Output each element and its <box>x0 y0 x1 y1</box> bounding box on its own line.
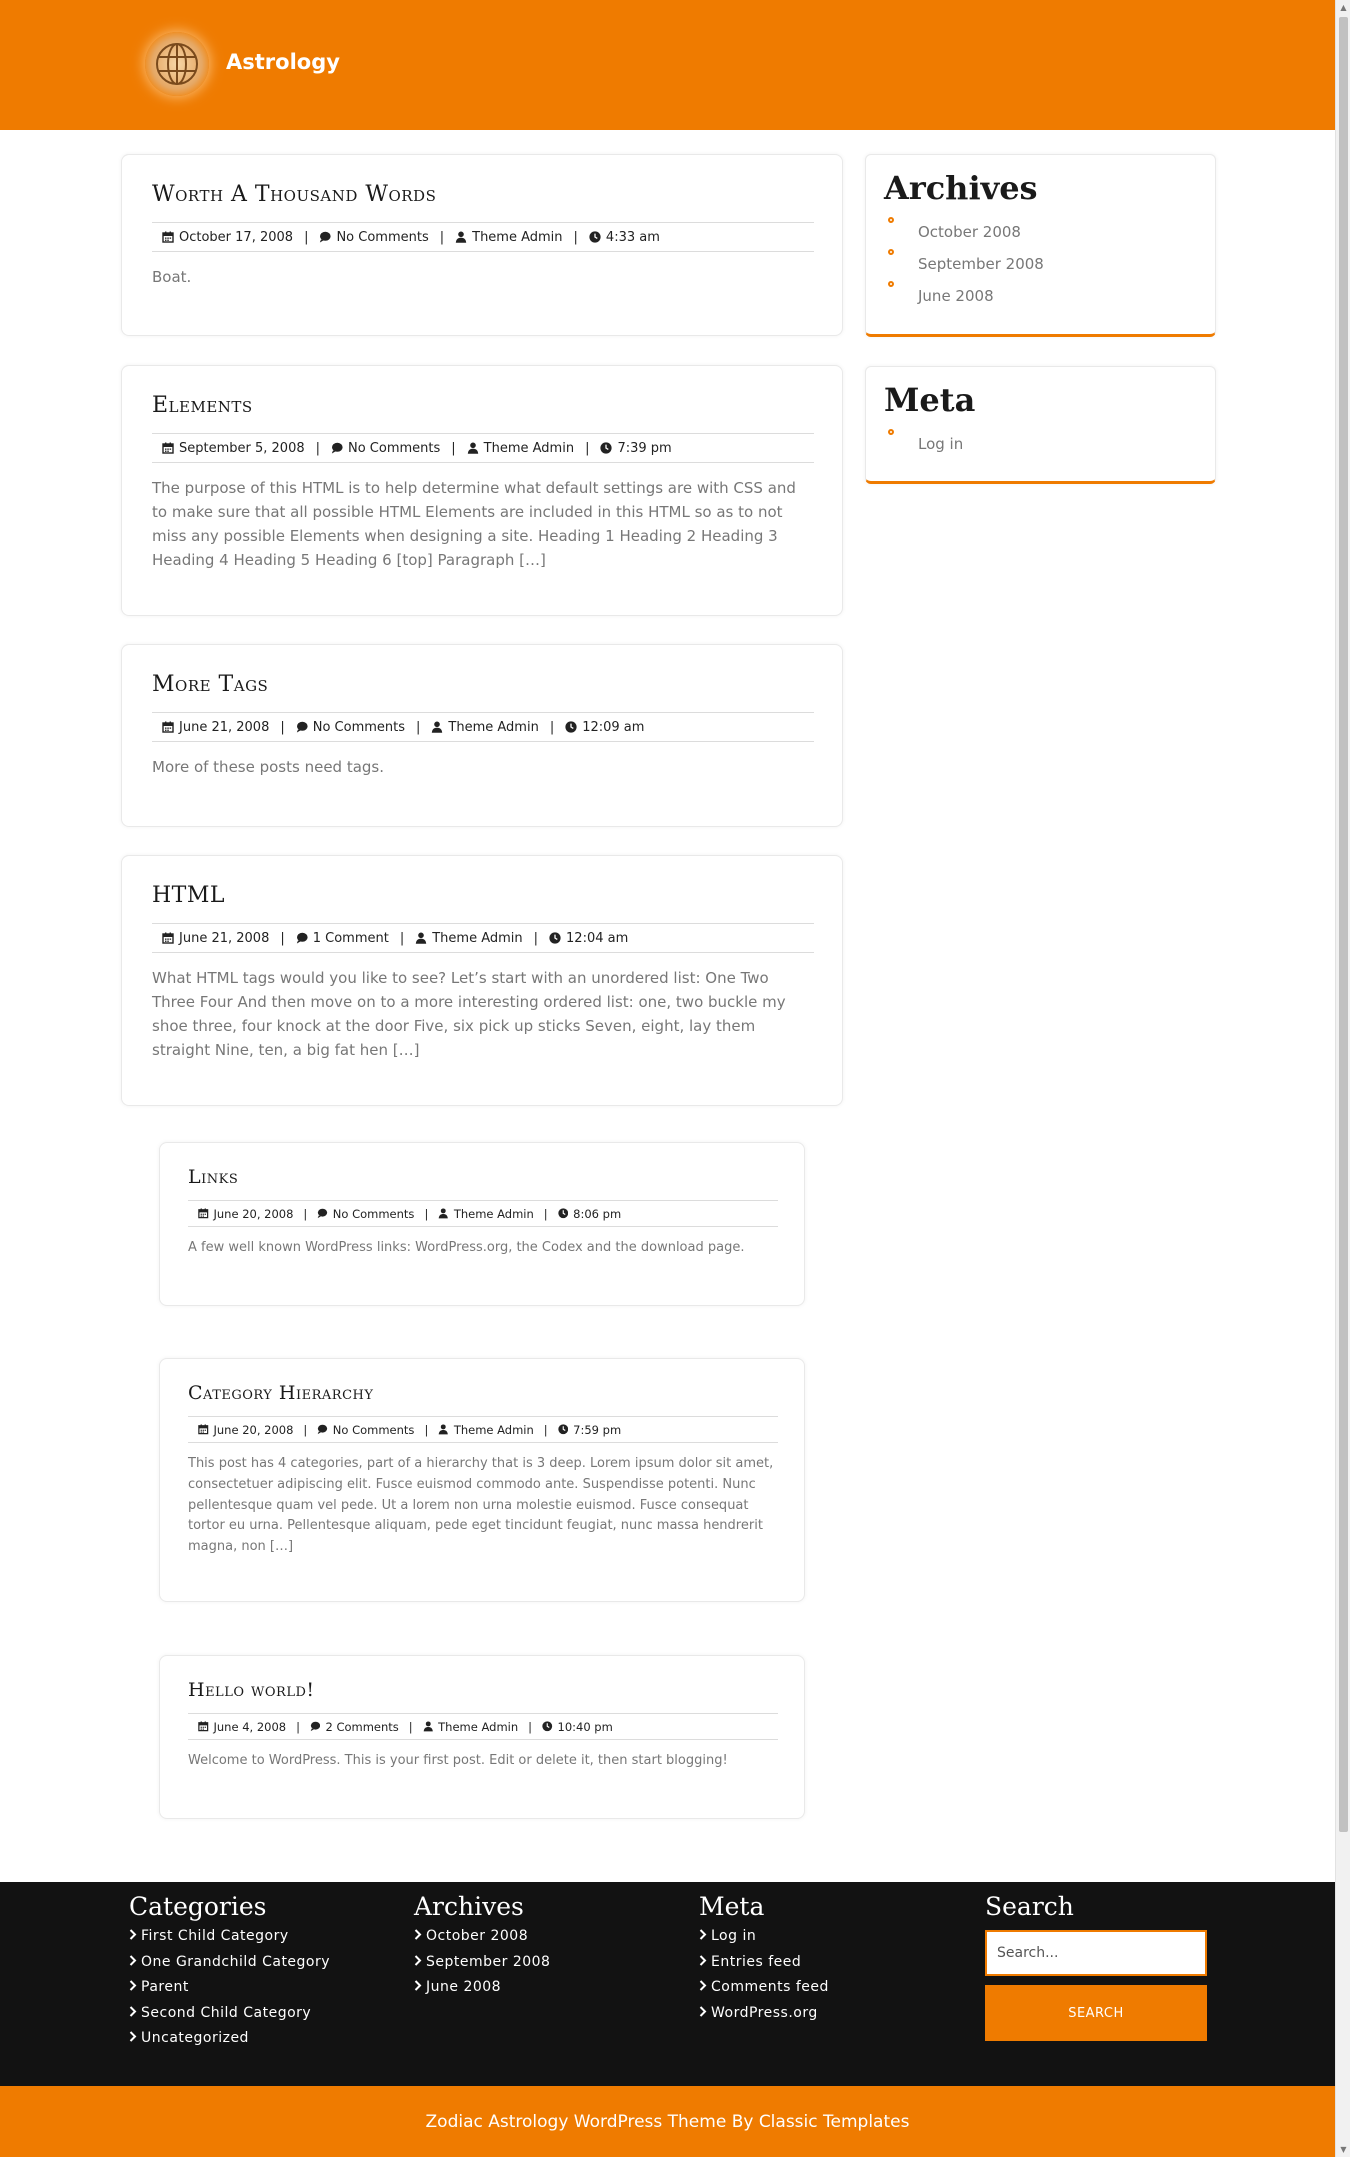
post-meta <box>152 433 814 463</box>
footer-link-text: October 2008 <box>426 1928 529 1944</box>
footer-archives-title: Archives <box>414 1892 524 1921</box>
post-time-text: 12:04 am <box>566 930 629 946</box>
footer-link[interactable] <box>129 1954 330 1980</box>
meta-separator: | <box>451 440 456 456</box>
post-time-text: 12:09 am <box>582 719 645 735</box>
post-date-text: June 20, 2008 <box>213 1422 294 1437</box>
meta-separator: | <box>303 1422 308 1437</box>
comment-icon <box>319 231 331 243</box>
footer-categories-list <box>129 1928 330 2056</box>
footer-meta-title: Meta <box>699 1892 765 1921</box>
post-comments-link[interactable] <box>317 1423 414 1437</box>
post-title[interactable]: Category Hierarchy <box>188 1382 374 1404</box>
search-input[interactable] <box>985 1930 1207 1976</box>
footer-link-text: Log in <box>711 1928 757 1944</box>
post-meta <box>152 712 814 742</box>
post-card <box>159 1655 805 1819</box>
clock-icon <box>589 231 601 243</box>
chevron-right-icon <box>129 1979 141 1995</box>
post-excerpt: Welcome to WordPress. This is your first post. Edit or delete it, then start blogging! <box>188 1753 728 1768</box>
post-meta <box>188 1416 778 1443</box>
globe-icon <box>153 40 201 88</box>
footer-link[interactable] <box>699 1954 829 1980</box>
post-comments-link[interactable] <box>317 1207 414 1221</box>
user-icon <box>438 1208 449 1219</box>
circle-bullet-icon <box>888 281 894 287</box>
sidebar-link[interactable] <box>888 223 1044 255</box>
post-time-text: 4:33 am <box>605 229 660 245</box>
post-title[interactable]: HTML <box>152 883 225 908</box>
post-time <box>600 441 671 456</box>
post-comments-link-text: No Comments <box>336 229 429 245</box>
meta-separator: | <box>280 719 285 735</box>
post-author-link-text: Theme Admin <box>472 229 563 245</box>
meta-separator: | <box>528 1719 533 1734</box>
post-time <box>558 1423 621 1437</box>
sidebar-link[interactable] <box>888 255 1044 287</box>
post-date-text: June 21, 2008 <box>179 719 270 735</box>
sidebar-link-text: October 2008 <box>918 223 1021 241</box>
meta-separator: | <box>296 1719 300 1734</box>
post-excerpt: The purpose of this HTML is to help determine what default settings are with CSS and to make sure that all possible HTML Elements are included in this HTML so as to not miss any possible Elements when designing a site. Heading 1 Heading 2 Heading 3 Heading 4 Heading 5 Heading 6 [top] Paragraph […] <box>152 479 796 569</box>
footer-link-text: Parent <box>141 1979 189 1995</box>
footer-archives-list <box>414 1928 550 2005</box>
meta-separator: | <box>533 930 539 946</box>
archives-widget <box>865 154 1216 337</box>
post-meta <box>188 1200 778 1227</box>
chevron-right-icon <box>414 1954 426 1970</box>
meta-separator: | <box>280 930 285 946</box>
sidebar-link[interactable] <box>888 287 1044 319</box>
calendar-icon <box>198 1208 209 1219</box>
meta-separator: | <box>315 440 320 456</box>
post-excerpt: More of these posts need tags. <box>152 758 385 776</box>
post-time-text: 7:59 pm <box>573 1422 622 1437</box>
clock-icon <box>558 1208 569 1219</box>
post-title[interactable]: Hello world! <box>188 1679 315 1701</box>
footer-categories-title: Categories <box>129 1892 267 1921</box>
post-author-link-text: Theme Admin <box>483 440 575 456</box>
meta-list <box>888 435 963 467</box>
calendar-icon <box>162 442 174 454</box>
footer-search-title: Search <box>985 1892 1074 1921</box>
comment-icon <box>310 1721 321 1732</box>
comment-icon <box>331 442 343 454</box>
footer-link[interactable] <box>414 1979 550 2005</box>
comment-icon <box>296 932 308 944</box>
scroll-down-arrow-icon[interactable]: ▼ <box>1340 2145 1347 2154</box>
post-comments-link[interactable] <box>296 720 405 735</box>
post-excerpt: This post has 4 categories, part of a hierarchy that is 3 deep. Lorem ipsum dolor sit amet, consectetuer adipiscing elit. Fusce euismod commodo ante. Suspendisse potenti. Nunc pellentesque quam vel pede. Ut a lorem non urna molestie euismod. Fusce consequat tortor eu urna. Pellentesque aliquam, pede eget tincidunt feugiat, nunc massa hendrerit magna, non […] <box>188 1456 774 1555</box>
post-meta <box>188 1713 778 1740</box>
chevron-right-icon <box>129 1954 141 1970</box>
post-meta <box>152 222 814 252</box>
footer-link-text: One Grandchild Category <box>141 1953 331 1970</box>
post-time <box>565 720 644 735</box>
footer-link[interactable] <box>699 2005 829 2031</box>
post-author-link[interactable] <box>438 1207 533 1221</box>
post-date-text: September 5, 2008 <box>179 440 305 456</box>
comment-icon <box>317 1208 328 1219</box>
post-date <box>198 1720 286 1734</box>
comment-icon <box>296 721 308 733</box>
post-author-link-text: Theme Admin <box>438 1719 519 1734</box>
post-title[interactable]: Elements <box>152 393 253 418</box>
post-comments-link-text: No Comments <box>332 1422 415 1437</box>
chevron-right-icon <box>414 1928 426 1944</box>
post-time <box>558 1207 621 1221</box>
post-time <box>542 1720 613 1734</box>
post-date <box>198 1423 293 1437</box>
post-date-text: October 17, 2008 <box>179 229 294 245</box>
post-comments-link[interactable] <box>319 230 428 245</box>
circle-bullet-icon <box>888 249 894 255</box>
meta-separator: | <box>543 1422 548 1437</box>
meta-separator: | <box>543 1206 548 1221</box>
post-date <box>162 720 269 735</box>
archives-list <box>888 223 1044 319</box>
vertical-scrollbar[interactable] <box>1335 0 1350 2157</box>
post-date <box>162 230 293 245</box>
chevron-right-icon <box>699 1928 711 1944</box>
copyright-bar <box>0 2086 1335 2157</box>
user-icon <box>455 231 467 243</box>
clock-icon <box>558 1424 569 1435</box>
calendar-icon <box>162 932 174 944</box>
post-date-text: June 4, 2008 <box>213 1719 287 1734</box>
post-card <box>121 855 843 1106</box>
post-date <box>162 441 305 456</box>
meta-separator: | <box>439 229 445 245</box>
footer-link-text: Second Child Category <box>141 2004 312 2021</box>
site-title[interactable]: Astrology <box>226 50 340 74</box>
post-comments-link[interactable] <box>310 1720 399 1734</box>
post-author-link[interactable] <box>467 441 574 456</box>
post-comments-link[interactable] <box>331 441 440 456</box>
meta-separator: | <box>408 1719 413 1734</box>
calendar-icon <box>162 231 174 243</box>
calendar-icon <box>162 721 174 733</box>
post-meta <box>152 923 814 953</box>
post-comments-link-text: 2 Comments <box>325 1719 399 1734</box>
sidebar-link-text: Log in <box>918 435 964 453</box>
post-time <box>549 931 628 946</box>
post-comments-link-text: No Comments <box>312 719 406 735</box>
post-card <box>121 644 843 827</box>
clock-icon <box>600 442 612 454</box>
comment-icon <box>317 1424 328 1435</box>
footer-link-text: June 2008 <box>426 1979 502 1995</box>
post-comments-link[interactable] <box>296 931 389 946</box>
sidebar-link-text: June 2008 <box>918 287 994 305</box>
meta-separator: | <box>304 229 309 245</box>
post-excerpt: A few well known WordPress links: WordPress.org, the Codex and the download page. <box>188 1240 745 1255</box>
footer-link[interactable] <box>699 1979 829 2005</box>
post-author-link-text: Theme Admin <box>448 719 539 735</box>
post-card <box>121 365 843 616</box>
meta-separator: | <box>549 719 555 735</box>
footer-link[interactable] <box>414 1954 550 1980</box>
footer-link[interactable] <box>414 1928 550 1954</box>
meta-widget-title: Meta <box>884 381 976 419</box>
post-title[interactable]: More Tags <box>152 672 269 697</box>
post-author-link-text: Theme Admin <box>432 930 523 946</box>
footer-link[interactable] <box>129 1928 330 1954</box>
scrollbar-thumb[interactable] <box>1339 17 1348 1832</box>
user-icon <box>415 932 427 944</box>
calendar-icon <box>198 1424 209 1435</box>
post-date-text: June 20, 2008 <box>213 1206 294 1221</box>
chevron-right-icon <box>699 2005 711 2021</box>
post-date <box>162 931 269 946</box>
site-footer <box>0 1882 1335 2086</box>
chevron-right-icon <box>699 1979 711 1995</box>
post-time <box>589 230 660 245</box>
circle-bullet-icon <box>888 217 894 223</box>
footer-link-text: Comments feed <box>711 1979 829 1995</box>
footer-link-text: First Child Category <box>141 1928 289 1944</box>
chevron-right-icon <box>129 2005 141 2021</box>
post-date <box>198 1207 293 1221</box>
chevron-right-icon <box>129 2030 141 2046</box>
post-date-text: June 21, 2008 <box>179 930 270 946</box>
footer-link[interactable] <box>129 1979 330 2005</box>
meta-separator: | <box>303 1206 308 1221</box>
user-icon <box>423 1721 434 1732</box>
post-card <box>159 1142 805 1306</box>
post-author-link[interactable] <box>455 230 562 245</box>
post-author-link[interactable] <box>415 931 522 946</box>
copyright-text[interactable]: Zodiac Astrology WordPress Theme By Classic Templates <box>425 2111 910 2132</box>
archives-widget-title: Archives <box>884 169 1038 207</box>
post-time-text: 8:06 pm <box>573 1206 622 1221</box>
calendar-icon <box>198 1721 209 1732</box>
user-icon <box>467 442 479 454</box>
post-time-text: 7:39 pm <box>617 440 672 456</box>
meta-separator: | <box>416 719 421 735</box>
post-author-link[interactable] <box>438 1423 533 1437</box>
footer-link-text: September 2008 <box>426 1953 551 1970</box>
post-author-link[interactable] <box>423 1720 518 1734</box>
chevron-right-icon <box>699 1954 711 1970</box>
post-comments-link-text: No Comments <box>332 1206 415 1221</box>
footer-link[interactable] <box>129 2005 330 2031</box>
post-title[interactable]: Worth A Thousand Words <box>152 182 437 207</box>
clock-icon <box>565 721 577 733</box>
chevron-right-icon <box>129 1928 141 1944</box>
clock-icon <box>542 1721 553 1732</box>
scroll-up-arrow-icon[interactable]: ▲ <box>1340 3 1347 12</box>
post-time-text: 10:40 pm <box>557 1719 613 1734</box>
search-button[interactable]: SEARCH <box>985 1985 1207 2041</box>
clock-icon <box>549 932 561 944</box>
footer-link-text: WordPress.org <box>711 2004 818 2021</box>
meta-separator: | <box>424 1422 429 1437</box>
chevron-right-icon <box>414 1979 426 1995</box>
post-card <box>159 1358 805 1602</box>
post-excerpt: Boat. <box>152 268 192 286</box>
meta-separator: | <box>573 229 578 245</box>
footer-link[interactable] <box>129 2030 330 2056</box>
post-author-link-text: Theme Admin <box>453 1422 534 1437</box>
meta-separator: | <box>399 930 405 946</box>
post-author-link[interactable] <box>431 720 538 735</box>
sidebar-link-text: September 2008 <box>918 255 1044 273</box>
meta-widget <box>865 366 1216 484</box>
meta-separator: | <box>585 440 590 456</box>
sidebar-link[interactable] <box>888 435 963 467</box>
footer-meta-list <box>699 1928 829 2030</box>
footer-link[interactable] <box>699 1928 829 1954</box>
post-excerpt: What HTML tags would you like to see? Let’s start with an unordered list: One Two Three Four And then move on to a more interesting ordered list: one, two buckle my shoe three, four knock at the door Five, six pick up sticks Seven, eight, lay them straight Nine, ten, a big fat hen […] <box>152 969 786 1059</box>
site-header <box>0 0 1335 130</box>
footer-link-text: Entries feed <box>711 1953 802 1970</box>
circle-bullet-icon <box>888 429 894 435</box>
meta-separator: | <box>424 1206 429 1221</box>
post-title[interactable]: Links <box>188 1166 239 1188</box>
footer-link-text: Uncategorized <box>141 2030 249 2046</box>
post-comments-link-text: 1 Comment <box>312 930 389 946</box>
site-logo[interactable] <box>145 32 209 96</box>
post-comments-link-text: No Comments <box>348 440 441 456</box>
post-card <box>121 154 843 336</box>
user-icon <box>438 1424 449 1435</box>
post-author-link-text: Theme Admin <box>453 1206 534 1221</box>
user-icon <box>431 721 443 733</box>
